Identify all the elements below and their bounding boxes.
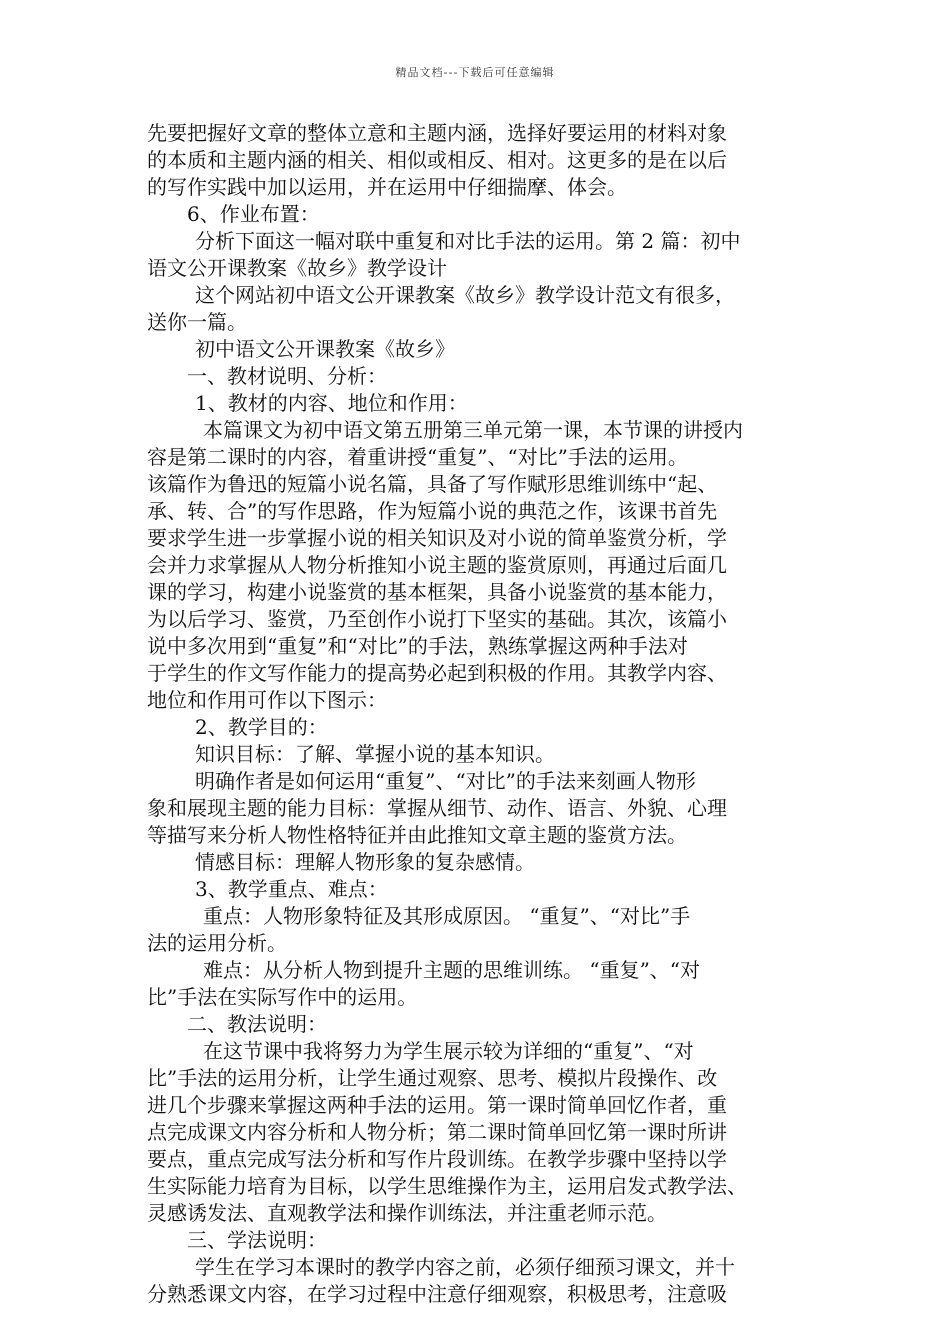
- paragraph: 重点：人物形象特征及其形成原因。 “重复”、“对比”手 法的运用分析。: [147, 904, 691, 955]
- subsection-heading: 3、教学重点、难点：: [195, 877, 388, 901]
- document-header: 精品文档---下载后可任意编辑: [395, 66, 555, 79]
- paragraph: 初中语文公开课教案《故乡》: [195, 337, 455, 361]
- paragraph: 分析下面这一幅对联中重复和对比手法的运用。第 2 篇：初中 语文公开课教案《故乡》教学设计: [147, 229, 741, 280]
- paragraph: 这个网站初中语文公开课教案《故乡》教学设计范文有很多， 送你一篇。: [147, 283, 735, 334]
- paragraph: 明确作者是如何运用“重复”、“对比”的手法来刻画人物形 象和展现主题的能力目标：掌握从细节、动作、语言、外貌、心理 等描写来分析人物性格特征并由此推知文章主题的鉴赏方法。: [147, 769, 727, 847]
- paragraph: 知识目标：了解、掌握小说的基本知识。: [195, 742, 555, 766]
- subsection-heading: 1、教材的内容、地位和作用：: [195, 391, 468, 415]
- paragraph: 难点：从分析人物到提升主题的思维训练。 “重复”、“对 比”手法在实际写作中的运用。: [147, 958, 701, 1009]
- subsection-heading: 2、教学目的：: [195, 715, 328, 739]
- paragraph: 情感目标：理解人物形象的复杂感情。: [195, 850, 535, 874]
- section-heading: 三、学法说明：: [187, 1228, 327, 1252]
- paragraph: 先要把握好文章的整体立意和主题内涵，选择好要运用的材料对象 的本质和主题内涵的相关、相似或相反、相对。这更多的是在以后 的写作实践中加以运用，并在运用中仔细揣摩、体会。: [147, 121, 727, 199]
- document-body: [147, 120, 807, 1308]
- section-heading: 二、教法说明：: [187, 1012, 327, 1036]
- paragraph: 学生在学习本课时的教学内容之前，必须仔细预习课文，并十 分熟悉课文内容，在学习过程中注意仔细观察，积极思考，注意吸: [147, 1255, 735, 1306]
- paragraph: 本篇课文为初中语文第五册第三单元第一课，本节课的讲授内 容是第二课时的内容，着重讲授“重复”、“对比”手法的运用。 该篇作为鲁迅的短篇小说名篇，具备了写作赋形思维训练中“起、 承、转、合”的写作思路，作为短篇小说的典范之作，该课书首先 要求学生进一步掌握小说的相关知识及对小说的简单鉴赏分析，学 会并力求掌握从人物分析推知小说主题的鉴赏原则，再通过后面几 课的学习，构建小说鉴赏的基本框架，具备小说鉴赏的基本能力， 为以后学习、鉴赏，乃至创作小说打下坚实的基础。其次，该篇小 说中多次用到“重复”和“对比”的手法，熟练掌握这两种手法对 于学生的作文写作能力的提高势必起到积极的作用。其教学内容、 地位和作用可作以下图示：: [147, 418, 743, 712]
- paragraph: 6、作业布置：: [187, 202, 320, 226]
- section-heading: 一、教材说明、分析：: [187, 364, 387, 388]
- paragraph: 在这节课中我将努力为学生展示较为详细的“重复”、“对 比”手法的运用分析，让学生通过观察、思考、模拟片段操作、改 进几个步骤来掌握这两种手法的运用。第一课时简单回忆作者，重 点完成课文内容分析和人物分析；第二课时简单回忆第一课时所讲 要点，重点完成写法分析和写作片段训练。在教学步骤中坚持以学 生实际能力培育为目标，以学生思维操作为主，运用启发式教学法、 灵感诱发法、直观教学法和操作训练法，并注重老师示范。: [147, 1039, 747, 1225]
